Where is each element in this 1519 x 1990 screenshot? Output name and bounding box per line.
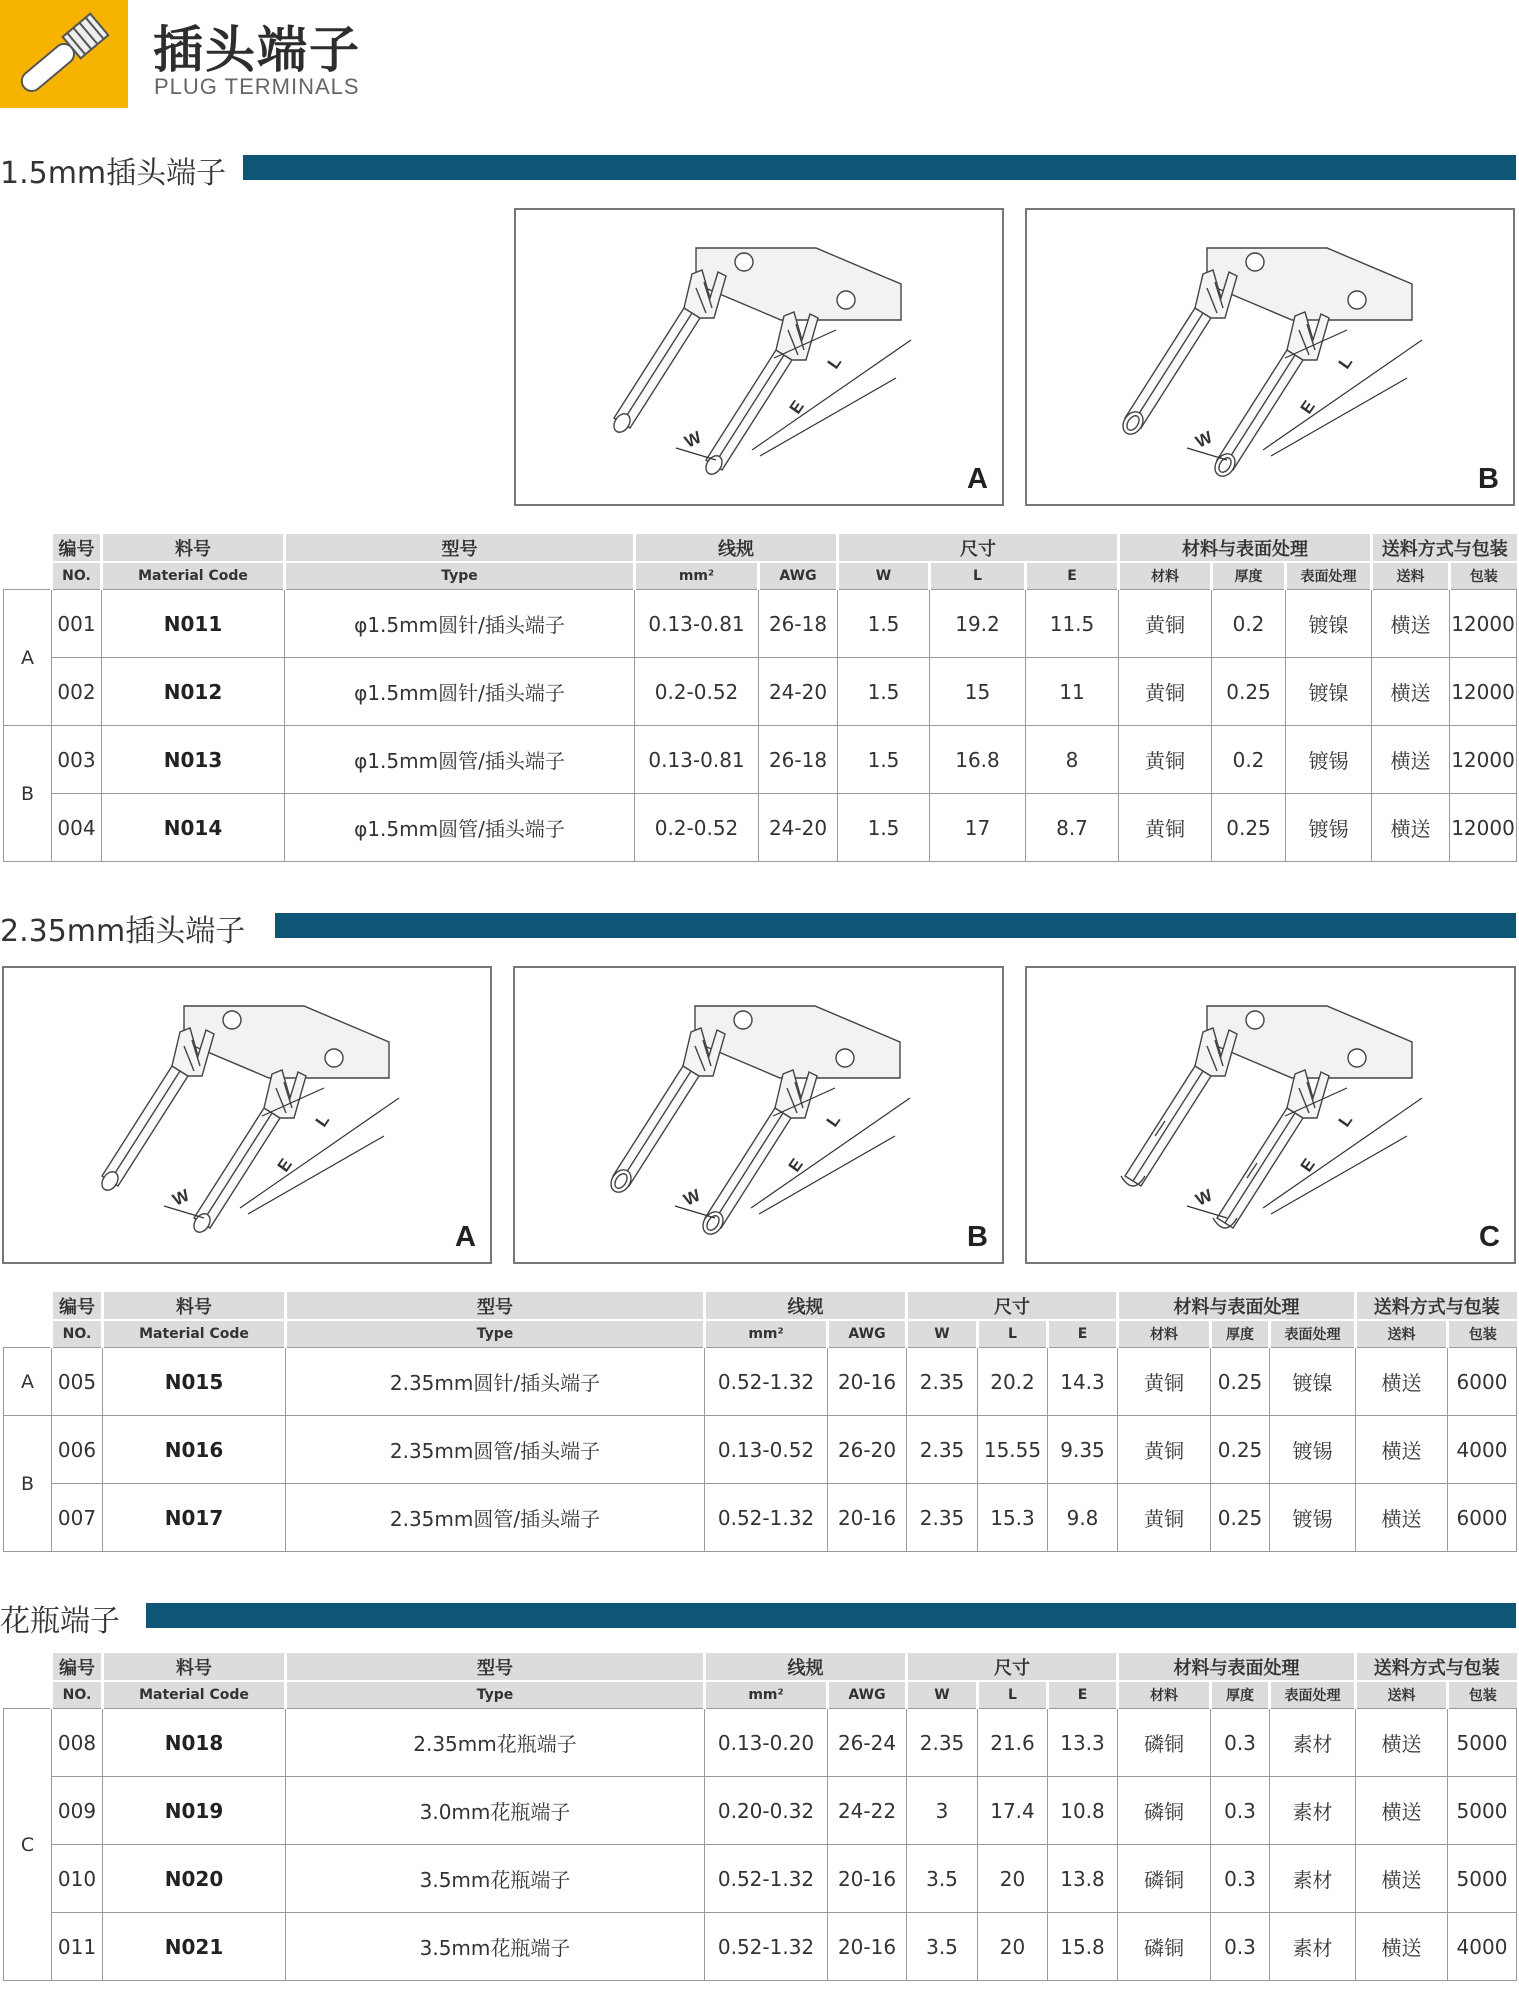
table-cell: 001 (52, 590, 102, 658)
table-row (4, 1913, 1517, 1981)
column-subheader: 送料 (1372, 562, 1450, 590)
table-cell: 0.25 (1212, 658, 1286, 726)
figure-label: C (1479, 1221, 1500, 1253)
table-cell: 011 (52, 1913, 103, 1981)
svg-text:L: L (1334, 352, 1357, 373)
table-cell: 素材 (1270, 1777, 1356, 1845)
table-cell: 15.55 (978, 1416, 1048, 1484)
table-cell: 2.35mm圆管/插头端子 (286, 1416, 705, 1484)
table-cell: 0.2-0.52 (635, 658, 759, 726)
table-cell: 镀锡 (1286, 726, 1372, 794)
table-cell: 黄铜 (1119, 794, 1212, 862)
table-cell: 黄铜 (1119, 726, 1212, 794)
table-cell: 19.2 (930, 590, 1026, 658)
carrier-strip (696, 248, 901, 320)
table-cell: 12000 (1450, 726, 1517, 794)
column-subheader: 厚度 (1211, 1681, 1270, 1709)
table-cell: 21.6 (978, 1709, 1048, 1777)
column-subheader: 送料 (1356, 1681, 1448, 1709)
table-cell: 20-16 (828, 1348, 907, 1416)
column-subheader: mm² (635, 562, 759, 590)
table-cell: 横送 (1356, 1777, 1448, 1845)
table-cell: 镀锡 (1270, 1416, 1356, 1484)
carrier-strip (184, 1006, 389, 1078)
plug-terminal-logo-icon (0, 0, 128, 108)
table-cell: 素材 (1270, 1845, 1356, 1913)
column-subheader: NO. (52, 1320, 103, 1348)
group-label: A (4, 1348, 52, 1416)
table-cell: 0.3 (1211, 1913, 1270, 1981)
table-cell: 17.4 (978, 1777, 1048, 1845)
table-cell: 2.35mm花瓶端子 (286, 1709, 705, 1777)
column-subheader: Type (286, 1320, 705, 1348)
table-cell: 2.35mm圆管/插头端子 (286, 1484, 705, 1552)
table-cell: 13.3 (1048, 1709, 1118, 1777)
column-subheader: Material Code (103, 1320, 286, 1348)
table-cell: 0.20-0.32 (705, 1777, 828, 1845)
table-cell: 黄铜 (1118, 1484, 1211, 1552)
table-row (4, 1484, 1517, 1552)
section-bar (275, 913, 1516, 938)
table-cell: N019 (103, 1777, 286, 1845)
carrier-strip (1207, 248, 1412, 320)
table-cell: 3.5 (907, 1913, 978, 1981)
table-row (4, 590, 1517, 658)
table-cell: 007 (52, 1484, 103, 1552)
table-cell: 5000 (1448, 1845, 1517, 1913)
table-cell: 镀镍 (1270, 1348, 1356, 1416)
figure-label: B (1478, 463, 1499, 495)
column-header: 尺寸 (907, 1292, 1118, 1320)
section-bar (146, 1603, 1516, 1628)
column-header: 型号 (286, 1653, 705, 1681)
table-cell: 20 (978, 1913, 1048, 1981)
table-cell: 0.25 (1211, 1416, 1270, 1484)
column-subheader: 表面处理 (1270, 1320, 1356, 1348)
table-row (4, 794, 1517, 862)
table-cell: 磷铜 (1118, 1709, 1211, 1777)
table-cell: 20-16 (828, 1484, 907, 1552)
figure-label: A (967, 463, 988, 495)
table-cell: 1.5 (838, 590, 930, 658)
table-cell: 12000 (1450, 794, 1517, 862)
table-cell: 14.3 (1048, 1348, 1118, 1416)
table-cell: 004 (52, 794, 102, 862)
table-cell: 006 (52, 1416, 103, 1484)
table-cell: 20-16 (828, 1913, 907, 1981)
table-cell: 26-24 (828, 1709, 907, 1777)
column-subheader: 材料 (1119, 562, 1212, 590)
table-cell: 0.13-0.20 (705, 1709, 828, 1777)
table-cell: 6000 (1448, 1348, 1517, 1416)
table-cell: 26-18 (759, 726, 838, 794)
table-cell: φ1.5mm圆针/插头端子 (285, 658, 635, 726)
table-cell: 15 (930, 658, 1026, 726)
table-cell: 005 (52, 1348, 103, 1416)
table-cell: N015 (103, 1348, 286, 1416)
svg-text:L: L (823, 352, 846, 373)
table-cell: 0.25 (1211, 1348, 1270, 1416)
table-cell: N016 (103, 1416, 286, 1484)
svg-text:W: W (1192, 1185, 1216, 1210)
table-cell: 11.5 (1026, 590, 1119, 658)
column-header: 料号 (102, 534, 285, 562)
table-row (4, 1709, 1517, 1777)
table-cell: 6000 (1448, 1484, 1517, 1552)
table-cell: 9.8 (1048, 1484, 1118, 1552)
spec-table-1-5mm (3, 534, 1517, 862)
table-cell: 2.35 (907, 1484, 978, 1552)
column-header: 编号 (52, 1292, 103, 1320)
table-cell: N021 (103, 1913, 286, 1981)
column-header: 尺寸 (838, 534, 1119, 562)
table-cell: N012 (102, 658, 285, 726)
table-cell: 2.35mm圆针/插头端子 (286, 1348, 705, 1416)
svg-text:W: W (680, 1185, 704, 1210)
table-cell: φ1.5mm圆管/插头端子 (285, 794, 635, 862)
column-subheader: 包装 (1448, 1681, 1517, 1709)
svg-text:E: E (1296, 1155, 1319, 1176)
column-subheader: 包装 (1450, 562, 1517, 590)
table-cell: 12000 (1450, 658, 1517, 726)
group-label: B (4, 1416, 52, 1552)
page-subtitle: PLUG TERMINALS (154, 74, 360, 99)
column-header: 线规 (705, 1653, 907, 1681)
carrier-strip (695, 1006, 900, 1078)
column-subheader: L (978, 1681, 1048, 1709)
column-header: 料号 (103, 1653, 286, 1681)
svg-text:E: E (784, 1155, 807, 1176)
table-cell: φ1.5mm圆针/插头端子 (285, 590, 635, 658)
column-subheader: W (907, 1681, 978, 1709)
table-cell: 008 (52, 1709, 103, 1777)
table-row (4, 658, 1517, 726)
table-cell: 9.35 (1048, 1416, 1118, 1484)
column-header: 线规 (635, 534, 838, 562)
column-header: 尺寸 (907, 1653, 1118, 1681)
column-subheader: 表面处理 (1286, 562, 1372, 590)
section-title-2-35mm: 2.35mm插头端子 (0, 914, 246, 949)
spec-table-2-35mm (3, 1292, 1517, 1552)
table-cell: 002 (52, 658, 102, 726)
table-cell: 磷铜 (1118, 1845, 1211, 1913)
table-cell: 磷铜 (1118, 1777, 1211, 1845)
column-header: 型号 (286, 1292, 705, 1320)
table-cell: 1.5 (838, 794, 930, 862)
section-title-1-5mm: 1.5mm插头端子 (0, 156, 227, 191)
column-subheader: W (838, 562, 930, 590)
table-cell: 26-20 (828, 1416, 907, 1484)
table-cell: 横送 (1372, 726, 1450, 794)
column-subheader: Material Code (103, 1681, 286, 1709)
column-header (4, 1653, 52, 1681)
table-row (4, 1416, 1517, 1484)
svg-text:L: L (822, 1110, 845, 1131)
table-cell: 24-22 (828, 1777, 907, 1845)
column-header: 料号 (103, 1292, 286, 1320)
group-label: B (4, 726, 52, 862)
table-row (4, 1348, 1517, 1416)
page-title: 插头端子 (153, 21, 361, 79)
table-cell: 2.35 (907, 1348, 978, 1416)
table-cell: 0.3 (1211, 1777, 1270, 1845)
table-cell: 0.13-0.81 (635, 590, 759, 658)
column-subheader (4, 562, 52, 590)
column-header: 材料与表面处理 (1119, 534, 1372, 562)
column-header: 送料方式与包装 (1356, 1653, 1517, 1681)
column-subheader: Type (286, 1681, 705, 1709)
column-subheader: L (930, 562, 1026, 590)
table-cell: 0.3 (1211, 1845, 1270, 1913)
column-header: 编号 (52, 534, 102, 562)
table-cell: 12000 (1450, 590, 1517, 658)
dimension-lines (675, 1088, 910, 1218)
table-cell: 24-20 (759, 658, 838, 726)
column-subheader: 送料 (1356, 1320, 1448, 1348)
svg-text:L: L (311, 1110, 334, 1131)
column-subheader: Material Code (102, 562, 285, 590)
column-subheader: AWG (759, 562, 838, 590)
table-cell: 0.2 (1212, 590, 1286, 658)
column-header: 送料方式与包装 (1372, 534, 1517, 562)
column-subheader (4, 1320, 52, 1348)
column-header: 材料与表面处理 (1118, 1653, 1356, 1681)
table-cell: 2.35 (907, 1416, 978, 1484)
column-header: 材料与表面处理 (1118, 1292, 1356, 1320)
table-cell: N011 (102, 590, 285, 658)
column-header (4, 534, 52, 562)
table-cell: 黄铜 (1118, 1416, 1211, 1484)
table-cell: 4000 (1448, 1416, 1517, 1484)
table-cell: 0.52-1.32 (705, 1913, 828, 1981)
table-cell: 3.5mm花瓶端子 (286, 1913, 705, 1981)
dimension-lines (1187, 330, 1422, 460)
table-cell: 3.0mm花瓶端子 (286, 1777, 705, 1845)
carrier-strip (1207, 1006, 1412, 1078)
table-cell: 20 (978, 1845, 1048, 1913)
column-subheader: 包装 (1448, 1320, 1517, 1348)
column-header (4, 1292, 52, 1320)
column-subheader: mm² (705, 1681, 828, 1709)
column-subheader: AWG (828, 1320, 907, 1348)
table-cell: 0.52-1.32 (705, 1484, 828, 1552)
table-cell: 009 (52, 1777, 103, 1845)
dimension-lines (676, 330, 911, 460)
table-cell: 5000 (1448, 1777, 1517, 1845)
column-subheader: E (1026, 562, 1119, 590)
table-cell: 20-16 (828, 1845, 907, 1913)
table-cell: 0.2-0.52 (635, 794, 759, 862)
table-cell: 1.5 (838, 658, 930, 726)
table-row (4, 1845, 1517, 1913)
table-cell: 横送 (1356, 1348, 1448, 1416)
svg-text:W: W (1192, 427, 1216, 452)
table-cell: 黄铜 (1118, 1348, 1211, 1416)
table-cell: 2.35 (907, 1709, 978, 1777)
column-subheader: 材料 (1118, 1681, 1211, 1709)
table-cell: φ1.5mm圆管/插头端子 (285, 726, 635, 794)
table-cell: 11 (1026, 658, 1119, 726)
figure-c-vase-terminal (1025, 966, 1516, 1264)
table-cell: 素材 (1270, 1913, 1356, 1981)
table-cell: 横送 (1356, 1845, 1448, 1913)
column-subheader: NO. (52, 562, 102, 590)
column-subheader: E (1048, 1320, 1118, 1348)
table-cell: 20.2 (978, 1348, 1048, 1416)
table-cell: 0.2 (1212, 726, 1286, 794)
section-title-vase: 花瓶端子 (0, 1604, 120, 1639)
dimension-lines (164, 1088, 399, 1218)
table-cell: 0.13-0.52 (705, 1416, 828, 1484)
section-bar (243, 155, 1516, 180)
table-row (4, 1777, 1517, 1845)
table-cell: 横送 (1356, 1484, 1448, 1552)
svg-text:E: E (1296, 397, 1319, 418)
figure-label: B (967, 1221, 988, 1253)
figure-label: A (455, 1221, 476, 1253)
table-cell: 0.52-1.32 (705, 1348, 828, 1416)
spec-table-vase (3, 1653, 1517, 1981)
table-cell: 003 (52, 726, 102, 794)
table-cell: 素材 (1270, 1709, 1356, 1777)
table-cell: 横送 (1372, 658, 1450, 726)
figure-b-tube-terminal (1025, 208, 1515, 506)
figure-a-pin-terminal (514, 208, 1004, 506)
table-cell: N018 (103, 1709, 286, 1777)
table-cell: 15.8 (1048, 1913, 1118, 1981)
column-subheader: 厚度 (1212, 562, 1286, 590)
group-label: A (4, 590, 52, 726)
table-cell: 8 (1026, 726, 1119, 794)
group-label: C (4, 1709, 52, 1981)
table-cell: 镀锡 (1270, 1484, 1356, 1552)
column-subheader: L (978, 1320, 1048, 1348)
svg-text:W: W (169, 1185, 193, 1210)
table-cell: 横送 (1372, 590, 1450, 658)
table-cell: 0.3 (1211, 1709, 1270, 1777)
table-cell: 镀镍 (1286, 590, 1372, 658)
table-cell: N014 (102, 794, 285, 862)
figure-a-pin-terminal (2, 966, 492, 1264)
table-cell: 0.25 (1212, 794, 1286, 862)
table-cell: 3.5mm花瓶端子 (286, 1845, 705, 1913)
column-subheader: E (1048, 1681, 1118, 1709)
table-cell: 8.7 (1026, 794, 1119, 862)
table-cell: 010 (52, 1845, 103, 1913)
svg-text:L: L (1334, 1110, 1357, 1131)
table-cell: N013 (102, 726, 285, 794)
column-subheader: AWG (828, 1681, 907, 1709)
table-cell: 横送 (1372, 794, 1450, 862)
column-subheader: Type (285, 562, 635, 590)
table-cell: 镀锡 (1286, 794, 1372, 862)
table-cell: 26-18 (759, 590, 838, 658)
table-cell: 15.3 (978, 1484, 1048, 1552)
table-cell: 0.13-0.81 (635, 726, 759, 794)
table-cell: 3.5 (907, 1845, 978, 1913)
table-cell: 4000 (1448, 1913, 1517, 1981)
figure-b-tube-terminal (513, 966, 1004, 1264)
table-cell: 16.8 (930, 726, 1026, 794)
column-subheader: NO. (52, 1681, 103, 1709)
column-subheader: mm² (705, 1320, 828, 1348)
table-cell: N020 (103, 1845, 286, 1913)
column-header: 编号 (52, 1653, 103, 1681)
table-cell: N017 (103, 1484, 286, 1552)
table-cell: 17 (930, 794, 1026, 862)
table-cell: 10.8 (1048, 1777, 1118, 1845)
svg-text:W: W (681, 427, 705, 452)
svg-text:E: E (273, 1155, 296, 1176)
table-cell: 横送 (1356, 1416, 1448, 1484)
table-cell: 1.5 (838, 726, 930, 794)
table-cell: 24-20 (759, 794, 838, 862)
column-subheader: 厚度 (1211, 1320, 1270, 1348)
dimension-lines (1187, 1088, 1422, 1218)
table-cell: 横送 (1356, 1913, 1448, 1981)
column-header: 送料方式与包装 (1356, 1292, 1517, 1320)
table-cell: 镀镍 (1286, 658, 1372, 726)
table-cell: 黄铜 (1119, 590, 1212, 658)
column-header: 线规 (705, 1292, 907, 1320)
svg-text:E: E (785, 397, 808, 418)
table-cell: 磷铜 (1118, 1913, 1211, 1981)
table-cell: 3 (907, 1777, 978, 1845)
column-subheader: 表面处理 (1270, 1681, 1356, 1709)
table-cell: 0.25 (1211, 1484, 1270, 1552)
table-cell: 13.8 (1048, 1845, 1118, 1913)
table-cell: 横送 (1356, 1709, 1448, 1777)
column-subheader (4, 1681, 52, 1709)
table-row (4, 726, 1517, 794)
table-cell: 0.52-1.32 (705, 1845, 828, 1913)
column-header: 型号 (285, 534, 635, 562)
column-subheader: 材料 (1118, 1320, 1211, 1348)
column-subheader: W (907, 1320, 978, 1348)
table-cell: 5000 (1448, 1709, 1517, 1777)
table-cell: 黄铜 (1119, 658, 1212, 726)
